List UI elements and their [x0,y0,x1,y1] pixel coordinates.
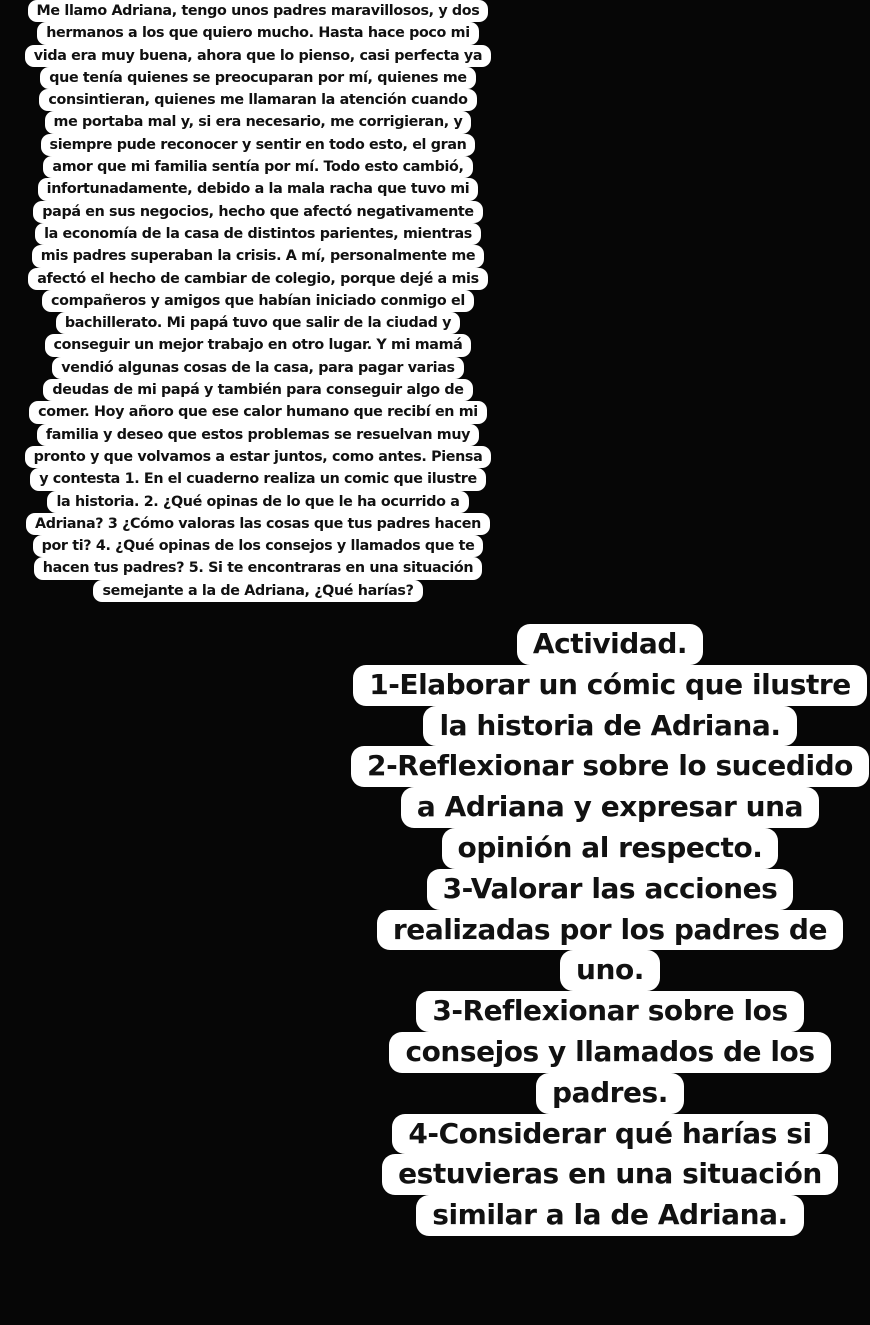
activity-title: Actividad. [517,624,703,665]
story-line: y contesta 1. En el cuaderno realiza un comic que ilustre [30,468,486,490]
activity-caption [350,624,870,1236]
activity-line: 1-Elaborar un cómic que ilustre [353,665,867,706]
activity-line: 4-Considerar qué harías si [392,1114,827,1155]
activity-line: 3-Reflexionar sobre los [416,991,803,1032]
story-line: pronto y que volvamos a estar juntos, como antes. Piensa [25,446,492,468]
activity-line: similar a la de Adriana. [416,1195,803,1236]
story-line: compañeros y amigos que habían iniciado conmigo el [42,290,474,312]
activity-line: uno. [560,950,660,991]
story-line: hacen tus padres? 5. Si te encontraras en una situación [34,557,482,579]
story-line: la historia. 2. ¿Qué opinas de lo que le ha ocurrido a [47,491,468,513]
activity-line: la historia de Adriana. [423,706,796,747]
story-line: la economía de la casa de distintos parientes, mientras [35,223,481,245]
activity-line: 2-Reflexionar sobre lo sucedido [351,746,869,787]
story-line: comer. Hoy añoro que ese calor humano que recibí en mi [29,401,487,423]
activity-line: a Adriana y expresar una [401,787,819,828]
story-line: que tenía quienes se preocuparan por mí, quienes me [40,67,475,89]
activity-line: realizadas por los padres de [377,910,843,951]
story-line: mis padres superaban la crisis. A mí, personalmente me [32,245,485,267]
story-line: Me llamo Adriana, tengo unos padres maravillosos, y dos [28,0,489,22]
activity-line: 3-Valorar las acciones [427,869,794,910]
story-caption [0,0,516,602]
story-line: papá en sus negocios, hecho que afectó negativamente [33,201,482,223]
story-line: conseguir un mejor trabajo en otro lugar. Y mi mamá [45,334,472,356]
story-line: infortunadamente, debido a la mala racha que tuvo mi [38,178,479,200]
activity-line: opinión al respecto. [442,828,779,869]
story-line: semejante a la de Adriana, ¿Qué harías? [93,580,422,602]
story-line: me portaba mal y, si era necesario, me corrigieran, y [45,111,472,133]
story-line: Adriana? 3 ¿Cómo valoras las cosas que tus padres hacen [26,513,490,535]
story-line: consintieran, quienes me llamaran la atención cuando [39,89,476,111]
activity-line: consejos y llamados de los [389,1032,830,1073]
story-line: siempre pude reconocer y sentir en todo esto, el gran [41,134,476,156]
activity-line: padres. [536,1073,684,1114]
story-line: vendió algunas cosas de la casa, para pagar varias [52,357,463,379]
story-line: vida era muy buena, ahora que lo pienso, casi perfecta ya [25,45,491,67]
story-line: afectó el hecho de cambiar de colegio, porque dejé a mis [28,268,488,290]
story-line: amor que mi familia sentía por mí. Todo esto cambió, [43,156,472,178]
story-line: por ti? 4. ¿Qué opinas de los consejos y llamados que te [33,535,484,557]
story-line: hermanos a los que quiero mucho. Hasta hace poco mi [37,22,479,44]
story-line: familia y deseo que estos problemas se resuelvan muy [37,424,479,446]
story-line: deudas de mi papá y también para conseguir algo de [43,379,472,401]
activity-line: estuvieras en una situación [382,1154,838,1195]
story-line: bachillerato. Mi papá tuvo que salir de la ciudad y [56,312,460,334]
